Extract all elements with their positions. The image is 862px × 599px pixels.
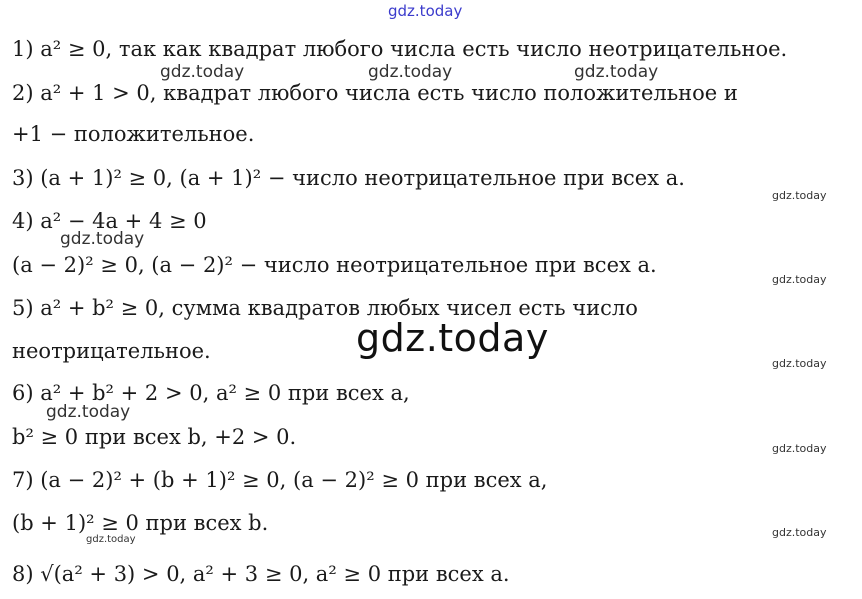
solution-line-7-continued: (b + 1)² ≥ 0 при всех b. [12,511,269,535]
solution-line-3: 3) (a + 1)² ≥ 0, (a + 1)² − число неотрицательное при всех a. [12,166,685,190]
watermark: gdz.today [574,62,659,82]
watermark: gdz.today [160,62,245,82]
solution-line-1: 1) a² ≥ 0, так как квадрат любого числа есть число неотрицательное. [12,37,788,61]
watermark: gdz.today [772,357,827,370]
watermark-top: gdz.today [388,2,463,20]
solution-line-4: 4) a² − 4a + 4 ≥ 0 [12,209,207,233]
solution-line-6-continued: b² ≥ 0 при всех b, +2 > 0. [12,425,297,449]
watermark-large: gdz.today [356,316,549,360]
solution-line-7: 7) (a − 2)² + (b + 1)² ≥ 0, (a − 2)² ≥ 0 при всех a, [12,468,548,492]
solution-line-4-continued: (a − 2)² ≥ 0, (a − 2)² − число неотрицательное при всех a. [12,253,657,277]
watermark: gdz.today [86,534,136,545]
watermark: gdz.today [368,62,453,82]
solution-line-2-continued: +1 − положительное. [12,122,255,146]
watermark: gdz.today [46,402,131,422]
watermark: gdz.today [60,229,145,249]
watermark: gdz.today [772,273,827,286]
solution-line-6: 6) a² + b² + 2 > 0, a² ≥ 0 при всех a, [12,381,410,405]
watermark: gdz.today [772,442,827,455]
solution-line-5-continued: неотрицательное. [12,339,211,363]
watermark: gdz.today [772,189,827,202]
solution-line-8: 8) √(a² + 3) > 0, a² + 3 ≥ 0, a² ≥ 0 при всех a. [12,562,510,586]
solution-line-2: 2) a² + 1 > 0, квадрат любого числа есть число положительное и [12,81,738,105]
watermark: gdz.today [772,526,827,539]
solution-line-5: 5) a² + b² ≥ 0, сумма квадратов любых чисел есть число [12,296,638,320]
